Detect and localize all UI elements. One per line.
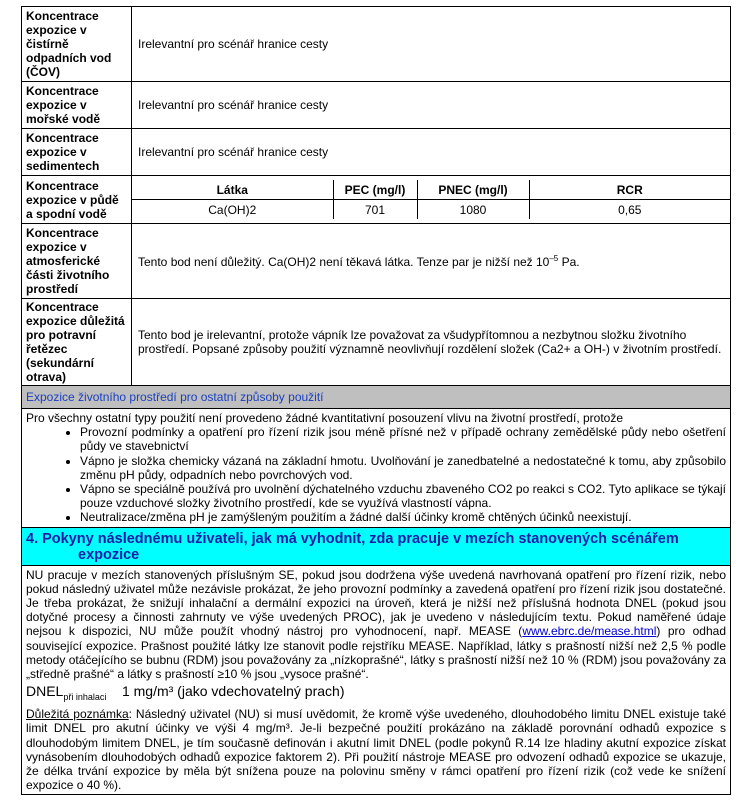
row-label: Koncentrace expozice v půdě a spodní vodě [22, 176, 132, 224]
header-cell: PEC (mg/l) [333, 180, 417, 200]
row-label: Koncentrace expozice v mořské vodě [22, 82, 132, 129]
atmos-unit: Pa. [558, 254, 580, 269]
data-cell: 0,65 [529, 200, 730, 220]
important-note [26, 707, 726, 792]
dnel-value: 1 mg/m³ (jako vdechovatelný prach) [121, 683, 345, 700]
section-4-body [21, 566, 731, 796]
section-4-title [21, 528, 731, 566]
section-4-paragraph [26, 568, 726, 682]
note-label: Důležitá poznámka [26, 707, 129, 722]
row-label: Koncentrace expozice v atmosferické části životního prostředí [22, 224, 132, 299]
section-4-title-line1: 4. Pokyny následnému uživateli, jak má vyhodnit, zda pracuje v mezích stanovených scénářem [26, 530, 679, 547]
subtable-header-row [132, 180, 730, 200]
document [21, 6, 731, 795]
atmos-text: Tento bod není důležitý. Ca(OH)2 není těkavá látka. Tenze par je nižší než 10 [138, 254, 550, 269]
row-label: Koncentrace expozice důležitá pro potravní řetězec (sekundární otrava) [22, 299, 132, 386]
section-4-title-line2: expozice [78, 546, 140, 563]
soil-subtable [132, 180, 730, 219]
row-value: Irelevantní pro scénář hranice cesty [132, 82, 731, 129]
para-text: NU pracuje v mezích stanovených příslušným SE, pokud jsou dodržena výše uvedená navrhovaná opatření pro řízení rizik, nebo pokud následný uživatel může nezávisle prokázat, že jeho provozní podmínky a zavedená opatření pro řízení rizik jsou dostatečné. Je třeba prokázat, že snižují inhalační a dermální expozici na úroveň, která je nižší než příslušná hodnota DNEL (pokud jsou dotyčné procesy a činnosti zahrnuty ve výše uvedených PROC), jak je uvedeno v následujícím textu. Pokud naměřené údaje nejsou k dispozici, NU může použít vhodný nástroj pro vyhodnocení, např. MEASE ( [26, 567, 726, 639]
env-section-title: Expozice životního prostředí pro ostatní způsoby použití [22, 386, 731, 409]
row-value: Tento bod je irelevantní, protože vápník lze považovat za všudypřítomnou a nezbytnou složku životního prostředí. Popsané způsoby použití významně neovlivňují rozdělení složek (Ca2+ a OH-) v životním prostředí. [132, 299, 731, 386]
header-cell: RCR [529, 180, 730, 200]
env-section-body [21, 409, 731, 528]
list-item: • Provozní podmínky a opatření pro řízení rizik jsou méně přísné než v případě ochrany zemědělské půdy nebo ošetření půdy ve stavebnictví [80, 425, 726, 453]
data-cell: 1080 [417, 200, 529, 220]
row-value: Irelevantní pro scénář hranice cesty [132, 7, 731, 82]
list-item: • Vápno je složka chemicky vázaná na základní hmotu. Uvolňování je zanedbatelné a nedostatečné k tomu, aby způsobilo změnu pH půdy, odpadních nebo povrchových vod. [80, 454, 726, 482]
table-row [22, 82, 731, 129]
soil-subtable-cell [132, 176, 731, 224]
dnel-label: DNEL [26, 683, 64, 700]
para-text-continued: ) pro odhad související expozice. Prašnost použité látky lze stanovit podle rejstříku MEASE. Například, látky s prašností nižší než 2,5 % podle metody otáčejícího se bubnu (RDM) jsou považovány za „nízkoprašné“, látky s prašností nižší než 10 % (RDM) jsou považovány za „středně prašné“ a látky s prašností ≥10 % jsou „vysoce prašné“. [26, 624, 726, 682]
data-cell: 701 [333, 200, 417, 220]
row-label: Koncentrace expozice v sedimentech [22, 129, 132, 176]
list-item: • Neutralizace/změna pH je zamýšleným použitím a žádné další účinky kromě chtěných účinků neexistují. [80, 510, 726, 524]
exponent: –5 [549, 253, 559, 263]
header-cell: Látka [132, 180, 333, 200]
row-value: Irelevantní pro scénář hranice cesty [132, 129, 731, 176]
env-bullet-list [26, 425, 726, 524]
env-intro: Pro všechny ostatní typy použití není provedeno žádné kvantitativní posouzení vlivu na životní prostředí, protože [26, 411, 624, 425]
data-cell: Ca(OH)2 [132, 200, 333, 220]
row-label: Koncentrace expozice v čistírně odpadních vod (ČOV) [22, 7, 132, 82]
table-row [22, 129, 731, 176]
dnel-subscript: při inhalaci [63, 692, 107, 703]
table-row [22, 299, 731, 386]
note-text: : Následný uživatel (NU) si musí uvědomit, že kromě výše uvedeného, dlouhodobého limitu DNEL existuje také limit DNEL pro akutní účinky ve výši 4 mg/m³. Je-li bezpečné použití prokázáno na základě porovnání odhadů expozice s dlouhodobým limitem DNEL, je tím současně definován i akutní limit DNEL (podle pokynů R.14 lze hladiny akutní expozice získat vynásobením dlouhodobých odhadů expozice faktorem 2). Při použití nástroje MEASE pro odvození odhadů expozice se ukazuje, že délka trvání expozice by měla být snížena pouze na polovinu směny v rámci opatření pro řízení rizik (což vede ke snížení expozice o 40 %). [26, 707, 726, 793]
row-value [132, 224, 731, 299]
table-row [22, 7, 731, 82]
header-cell: PNEC (mg/l) [417, 180, 529, 200]
mease-link[interactable]: www.ebrc.de/mease.html [522, 624, 657, 639]
section-header-row [22, 386, 731, 409]
table-row [22, 176, 731, 224]
exposure-table [21, 6, 731, 409]
dnel-line [26, 684, 726, 704]
table-row [22, 224, 731, 299]
list-item: • Vápno se speciálně používá pro uvolnění dýchatelného vzduchu zbaveného CO2 po reakci s CO2. Tyto aplikace se týkají pouze vzduchové složky životního prostředí, kde se využívá vlastností vápna. [80, 482, 726, 510]
subtable-data-row [132, 200, 730, 220]
